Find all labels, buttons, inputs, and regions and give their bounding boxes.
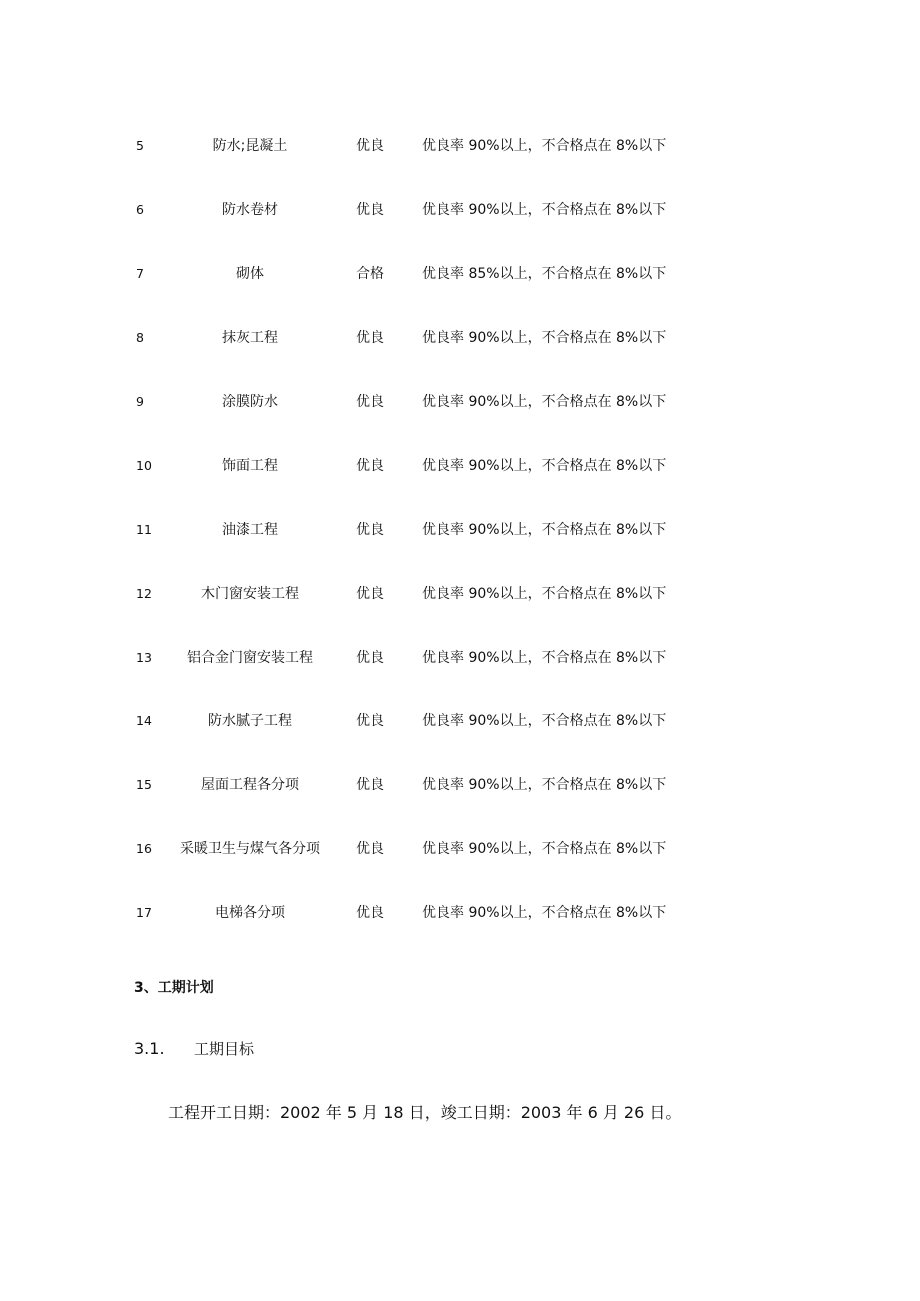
row-number: 10 <box>136 458 152 473</box>
quality-grade: 优良 <box>356 458 384 474</box>
quality-grade: 合格 <box>356 266 384 282</box>
table-row <box>0 198 920 222</box>
table-row <box>0 837 920 861</box>
subsection-title: 工期目标 <box>194 1040 255 1058</box>
item-name: 电梯各分项 <box>215 905 285 921</box>
table-row <box>0 901 920 925</box>
subsection-number: 3.1. <box>134 1039 165 1058</box>
table-row <box>0 518 920 542</box>
row-number: 11 <box>136 522 152 537</box>
schedule-paragraph: 工程开工日期：2002 年 5 月 18 日，竣工日期：2003 年 6 月 26 日。 <box>168 1103 682 1122</box>
row-number: 7 <box>136 266 144 281</box>
quality-standard: 优良率 90%以上，不合格点在 8%以下 <box>422 202 667 218</box>
item-name: 防水卷材 <box>222 202 278 218</box>
item-name: 采暖卫生与煤气各分项 <box>180 841 320 857</box>
quality-grade: 优良 <box>356 777 384 793</box>
quality-grade: 优良 <box>356 138 384 154</box>
row-number: 17 <box>136 905 152 920</box>
quality-standard: 优良率 85%以上，不合格点在 8%以下 <box>422 266 667 282</box>
item-name: 防水;昆凝土 <box>212 138 288 154</box>
item-name: 木门窗安装工程 <box>201 586 299 602</box>
quality-standard: 优良率 90%以上，不合格点在 8%以下 <box>422 586 667 602</box>
quality-standard: 优良率 90%以上，不合格点在 8%以下 <box>422 138 667 154</box>
quality-standard: 优良率 90%以上，不合格点在 8%以下 <box>422 841 667 857</box>
row-number: 14 <box>136 713 152 728</box>
item-name: 油漆工程 <box>222 522 278 538</box>
row-number: 16 <box>136 841 152 856</box>
quality-standard: 优良率 90%以上，不合格点在 8%以下 <box>422 777 667 793</box>
table-row <box>0 134 920 158</box>
quality-standard: 优良率 90%以上，不合格点在 8%以下 <box>422 713 667 729</box>
item-name: 涂膜防水 <box>222 394 278 410</box>
quality-grade: 优良 <box>356 905 384 921</box>
subsection-heading <box>134 1036 254 1062</box>
table-row <box>0 390 920 414</box>
row-number: 13 <box>136 650 152 665</box>
item-name: 饰面工程 <box>222 458 278 474</box>
quality-grade: 优良 <box>356 713 384 729</box>
table-row <box>0 773 920 797</box>
item-name: 抹灰工程 <box>222 330 278 346</box>
item-name: 防水腻子工程 <box>208 713 292 729</box>
row-number: 5 <box>136 138 144 153</box>
row-number: 9 <box>136 394 144 409</box>
table-row <box>0 646 920 670</box>
quality-standard: 优良率 90%以上，不合格点在 8%以下 <box>422 458 667 474</box>
item-name: 屋面工程各分项 <box>201 777 299 793</box>
quality-standard: 优良率 90%以上，不合格点在 8%以下 <box>422 522 667 538</box>
quality-grade: 优良 <box>356 586 384 602</box>
item-name: 砌体 <box>236 266 264 282</box>
quality-grade: 优良 <box>356 202 384 218</box>
quality-grade: 优良 <box>356 650 384 666</box>
quality-grade: 优良 <box>356 841 384 857</box>
table-row <box>0 709 920 733</box>
row-number: 15 <box>136 777 152 792</box>
quality-standard: 优良率 90%以上，不合格点在 8%以下 <box>422 394 667 410</box>
item-name: 铝合金门窗安装工程 <box>187 650 313 666</box>
quality-standard: 优良率 90%以上，不合格点在 8%以下 <box>422 650 667 666</box>
section-heading: 3、工期计划 <box>134 980 214 996</box>
row-number: 8 <box>136 330 144 345</box>
table-row <box>0 454 920 478</box>
row-number: 12 <box>136 586 152 601</box>
quality-standard: 优良率 90%以上，不合格点在 8%以下 <box>422 905 667 921</box>
table-row <box>0 582 920 606</box>
quality-grade: 优良 <box>356 330 384 346</box>
table-row <box>0 262 920 286</box>
quality-grade: 优良 <box>356 522 384 538</box>
row-number: 6 <box>136 202 144 217</box>
table-row <box>0 326 920 350</box>
quality-grade: 优良 <box>356 394 384 410</box>
quality-standard: 优良率 90%以上，不合格点在 8%以下 <box>422 330 667 346</box>
